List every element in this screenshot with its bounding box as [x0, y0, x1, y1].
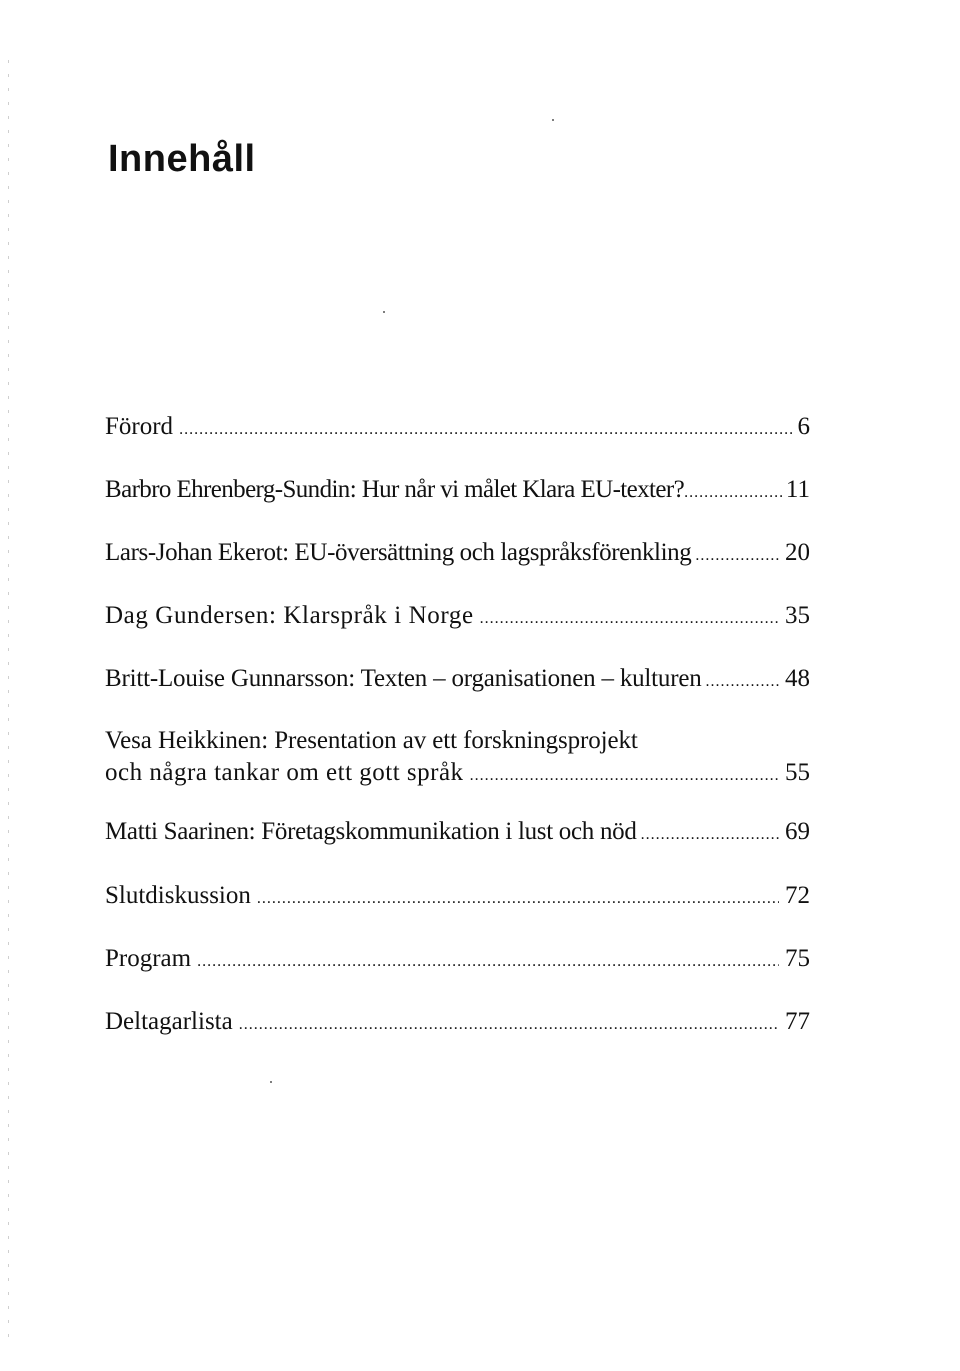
scan-speck — [270, 1081, 272, 1083]
scan-margin-artifact — [8, 60, 9, 1340]
dot-leader — [641, 819, 781, 851]
toc-entry-title: Deltagarlista — [105, 1008, 233, 1035]
toc-entry-slutdiskussion — [105, 880, 810, 915]
toc-entry-ehrenberg-sundin — [105, 474, 810, 509]
toc-entry-preface — [105, 411, 810, 446]
scan-speck — [552, 119, 554, 121]
toc-entry-ekerot — [105, 537, 810, 572]
toc-entry-title: Dag Gundersen: Klarspråk i Norge — [105, 602, 474, 629]
dot-leader — [706, 666, 781, 698]
toc-entry-title: Matti Saarinen: Företagskommunikation i lust och nöd — [105, 818, 637, 845]
toc-page-number: 11 — [785, 476, 810, 503]
dot-leader — [470, 760, 779, 792]
toc-page-number: 69 — [785, 818, 810, 845]
toc-entry-title: Barbro Ehrenberg-Sundin: Hur når vi målet Klara EU-texter? — [105, 476, 685, 503]
page-title: Innehåll — [108, 138, 256, 180]
toc-page-number: 55 — [785, 759, 810, 786]
toc-entry-title: Förord — [105, 413, 174, 440]
toc-entry-gunnarsson — [105, 663, 810, 698]
dot-leader — [239, 1009, 779, 1041]
dot-leader — [197, 946, 779, 978]
toc-entry-program — [105, 943, 810, 978]
toc-entry-title-line1: Vesa Heikkinen: Presentation av ett forskningsprojekt — [105, 727, 638, 754]
toc-entry-title: Slutdiskussion — [105, 882, 251, 909]
scan-speck — [383, 311, 385, 313]
toc-entry-heikkinen — [105, 725, 810, 792]
toc-page-number: 77 — [785, 1008, 810, 1035]
toc-page-number: 48 — [785, 665, 810, 692]
toc-page-number: 75 — [785, 945, 810, 972]
dot-leader — [684, 477, 782, 509]
toc-page-number: 72 — [785, 882, 810, 909]
dot-leader — [257, 883, 779, 915]
toc-entry-title: Britt-Louise Gunnarsson: Texten – organisationen – kulturen — [105, 665, 702, 692]
toc-entry-title: och några tankar om ett gott språk — [105, 759, 464, 786]
dot-leader — [179, 414, 791, 446]
dot-leader — [695, 540, 781, 572]
toc-entry-title: Lars-Johan Ekerot: EU-översättning och lagspråksförenkling — [105, 539, 692, 566]
toc-entry-deltagarlista — [105, 1006, 810, 1041]
toc-page-number: 6 — [797, 413, 810, 440]
toc-entry-gundersen — [105, 600, 810, 635]
toc-entry-saarinen — [105, 816, 810, 851]
dot-leader — [480, 603, 779, 635]
toc-entry-title: Program — [105, 945, 192, 972]
toc-page-number: 20 — [785, 539, 810, 566]
toc-page-number: 35 — [785, 602, 810, 629]
